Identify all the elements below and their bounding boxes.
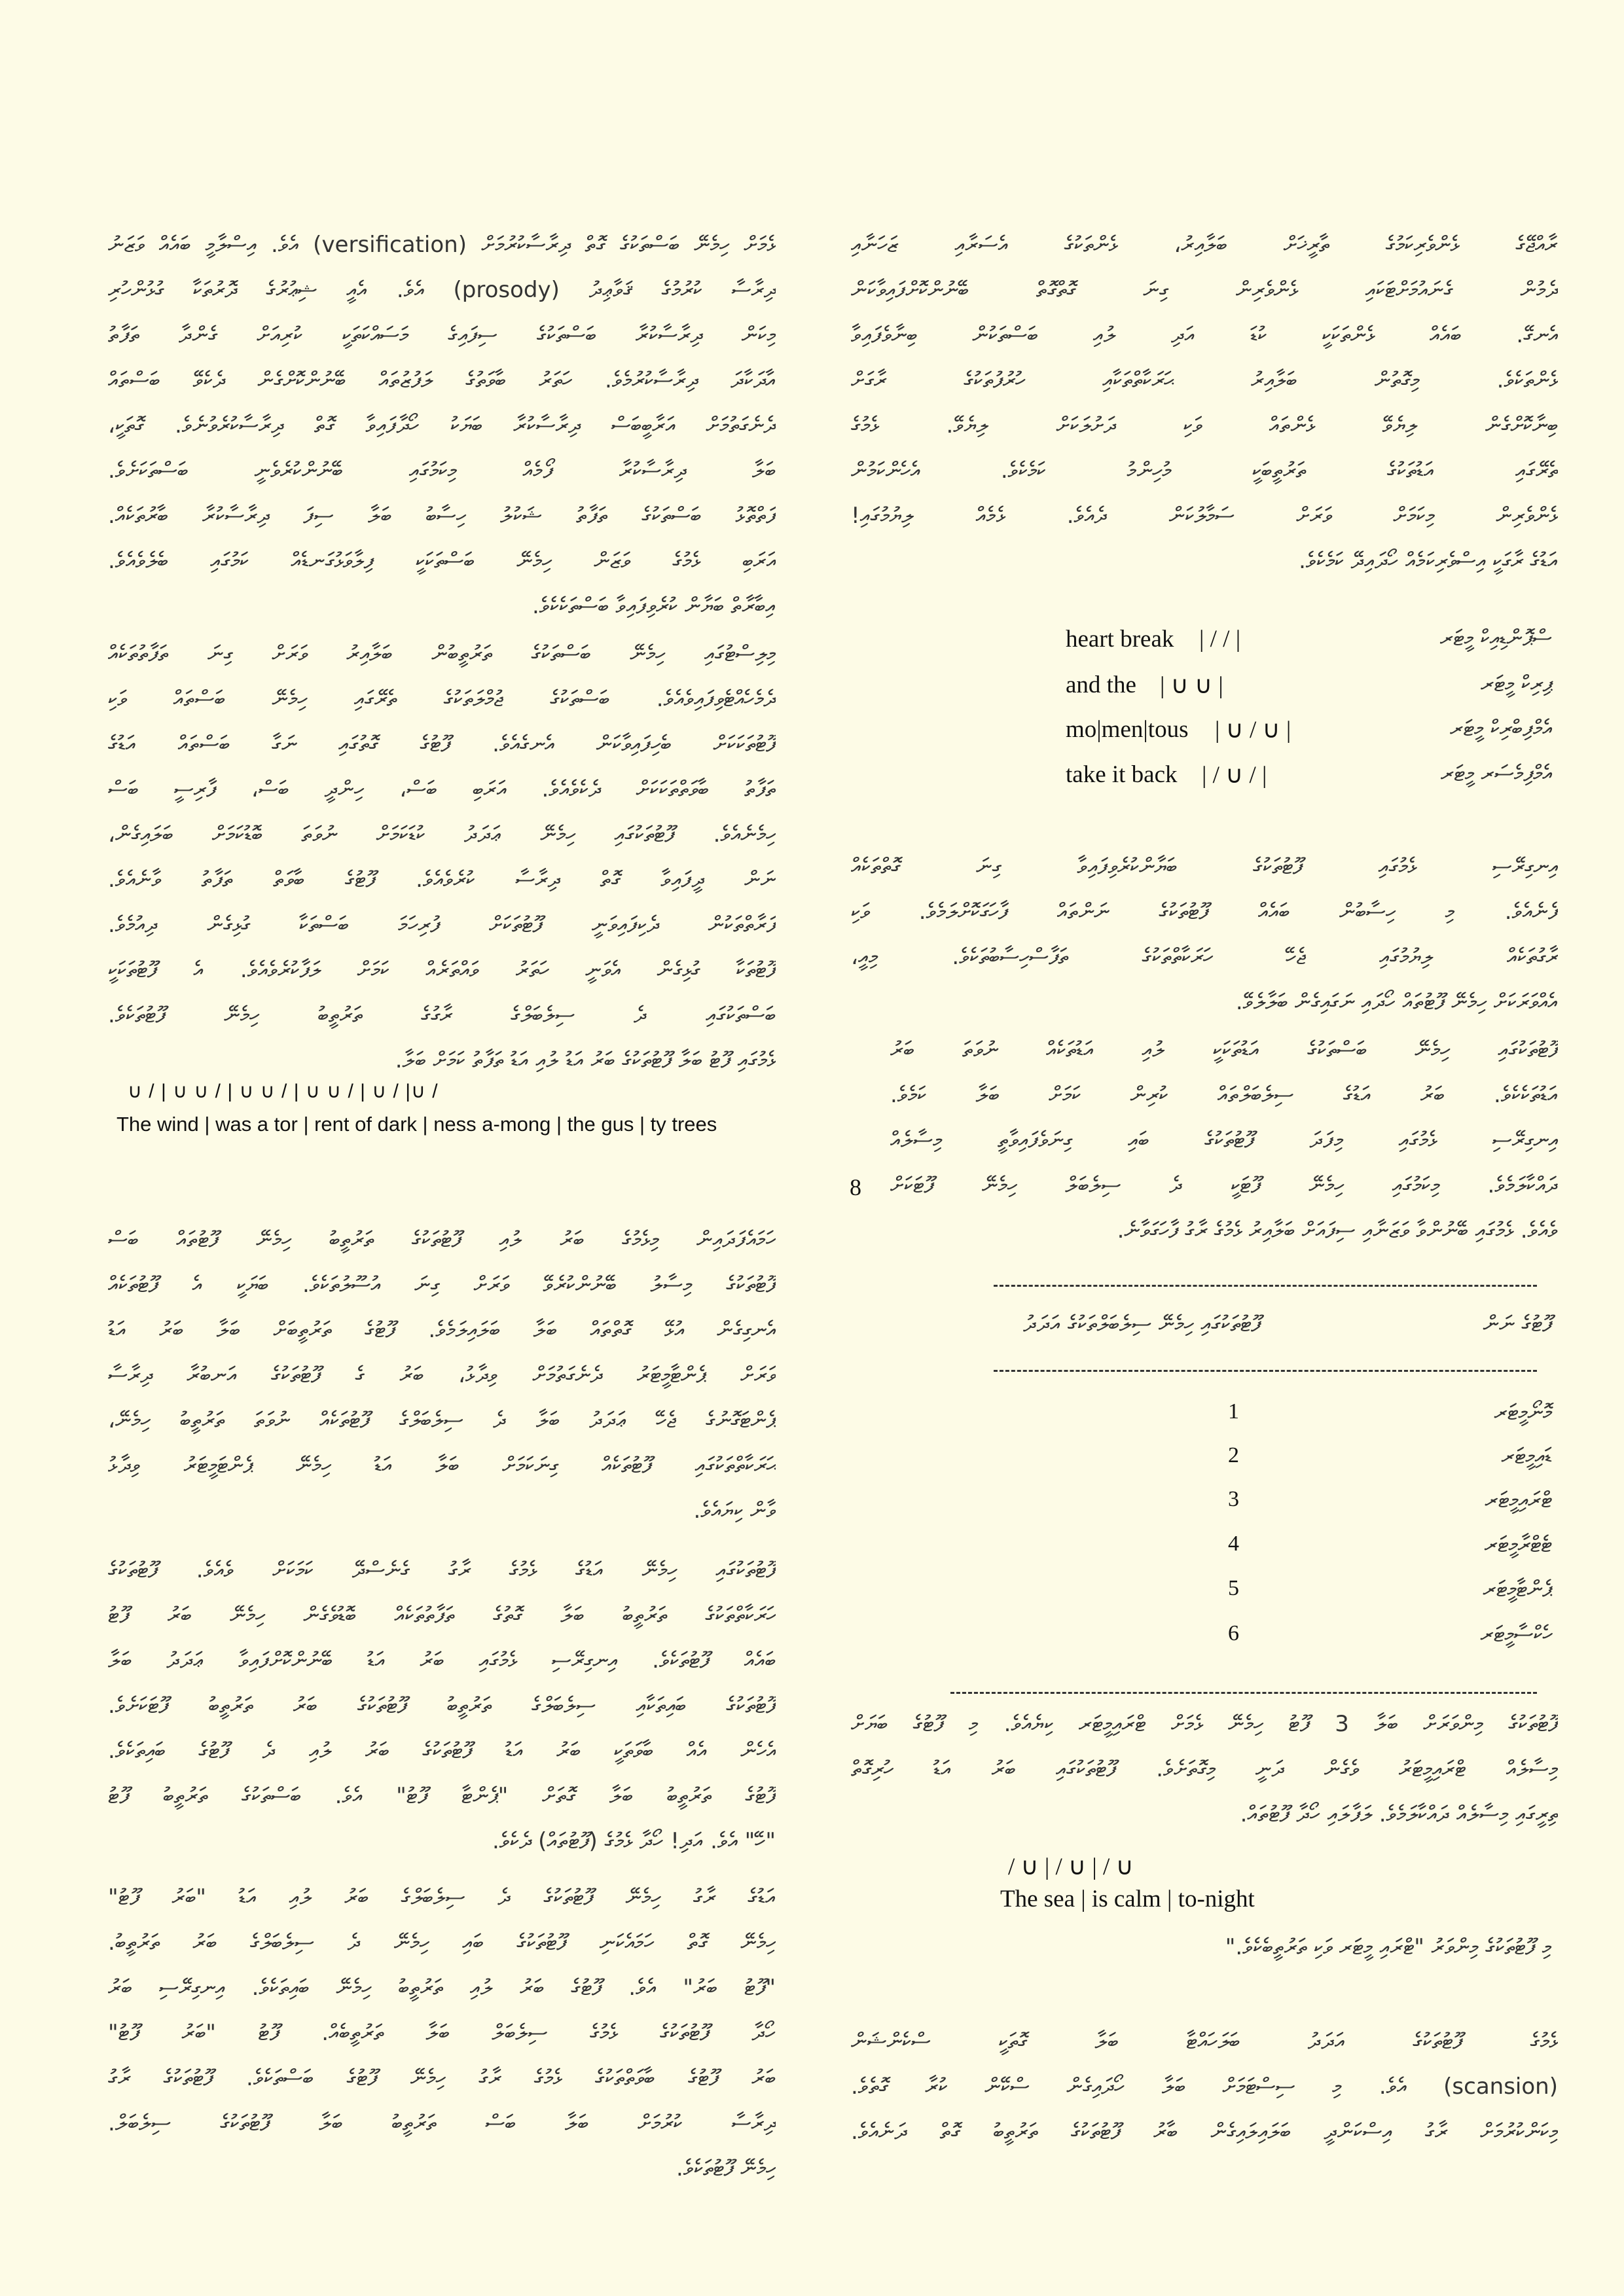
example-english: take it back [1066, 761, 1178, 788]
example-marks: | ∪ / ∪ | [1215, 717, 1291, 744]
para-line: ހަރަކާތްތަކުގެ ތަރުތީބު ބަލާ ގޮތުގެ ތަފާތުތަކެއް ބޮޑުވެގެން ހިމެނޭ ބަރު ފޫޓު [108, 1602, 776, 1628]
para-line: ހިމެނޭ ފޫޓުތަކެވެ. [676, 2155, 776, 2181]
para-line: ބަސްތަކުގައި ދެ ސިލެބަލްގެ ރާގުގެ ތަރުތީބު ހިމެނޭ ފޫޓުތަކެވެ. [108, 1002, 776, 1028]
table-row-name: ޓްރައިމީޓަރ [1485, 1487, 1552, 1513]
table-rule-top [994, 1285, 1537, 1287]
para-line: އިނގިރޭސި ޅެމުގައި ފޫޓުތަކުގެ ބަޔާންކުރެވިފައިވާ ގިނަ ގޮތްތަކެއް [851, 853, 1558, 880]
para-line: މިލިސްޓުގައި ހިމެނޭ ބަސްތަކުގެ ތަރުތީބުން ބަލާއިރު ވަރަށް ގިނަ ތަފާތުތަކެއް [108, 641, 776, 667]
para-line: ދައްކާލަމެވެ. މިކަމުގައި ހިމެނޭ ފޫޓަކީ ދެ ސިލެބަލް ހިމެނޭ ފޫޓަކަށް [890, 1172, 1558, 1198]
example-dhivehi: އެމްފިމެސަރ މީޓަރ [1440, 761, 1552, 787]
wind-example: The wind | was a tor | rent of dark | ness a-mong | the gus | ty trees [117, 1113, 717, 1136]
table-row-count: 1 [1228, 1399, 1239, 1424]
example-english: heart break [1066, 626, 1174, 653]
para-line: ބިނާކޮށްގެން ލިޔެވޭ ޅެންތައް ވަކި ދަށުލަކަށް ލިޔެވޭ. ޅެމުގެ [851, 412, 1558, 439]
right-para-4 [851, 1702, 1558, 1837]
para-line: "ހޭ" އެވެ. އަދި! ހޯދާ ޅެމުގެ (ފޫޓުތައް) ދެކެވެ. [492, 1828, 776, 1854]
para-line: މިކަން ދިރާސާކުރާ ބަސްތަކުގެ ސިފައިގެ މަސައްކަތަކީ ކުރިއަށް ގެންދާ ތަފާތު [108, 322, 776, 348]
para-line: ފެނެއެވެ. މި ހިސާބުން ބައެއް ފޫޓުތަކުގެ ނަންތައް ފާހަގަކޮށްލަމެވެ. ވަކި [851, 899, 1558, 925]
table-row-name: ޑައިމީޓަރ [1501, 1443, 1552, 1469]
para-line: ތަފާތު ބާވަތްތަކަކަށް ދެކެވެއެވެ. އަރަބި ބަސް، ހިންދީ ބަސް، ފާރިސީ ބަސް [108, 776, 776, 802]
para-line: އެއްވަރަކަށް ހިމެނޭ ފޫޓުތައް ހޯދައި ނަގައިގެން ބަލާލެވޭ. [1235, 989, 1558, 1015]
right-para-1 [851, 223, 1558, 584]
para-line: މިކަންކުރުމަށް ރާގު އިސްކަންދީ ބަލައިލައިގެން ބާރު ފޫޓުތަކުގެ ތަރުތީބު ގޮތް ދަނެއެވެ. [851, 2119, 1558, 2145]
para-line: "ފޫޓު ބަރު" އެވެ. ފޫޓުގެ ބަރު ލުއި ތަރުތީބު ހިމެނޭ ބައިތަކެވެ. އިނގިރޭސި ބަރު [108, 1975, 776, 2001]
para-line: ބަރު ފޫޓުގެ ބާވަތްތަކުގެ ޅެމުގެ ރާގު ހިމެނޭ ފޫޓުގެ ބަސްތަކެވެ. ފޫޓުތަކުގެ ރާގު [108, 2065, 776, 2091]
para-line: ފޫޓުތަކުގައި ހިމެނޭ ބަސްތަކުގެ އަޑުތަކަކީ ލުއި އަޑުތަކެއް ނުވަތަ ބަރު [890, 1037, 1558, 1063]
table-row-name: ޕެންޓާމީޓަރ [1483, 1576, 1552, 1602]
para-line: ފޫޓުތަކުގެ މިސާލު ބޭނުންކުރެވޭ ވަރަށް ގިނަ އުސޫލުތަކެވެ. ބަޔަކީ އެ ފޫޓުތަކެއް [108, 1272, 776, 1298]
table-row-name: މޮނޯމީޓަރ [1494, 1399, 1552, 1426]
sea-marks: / ∪ | / ∪ | / ∪ [1008, 1854, 1134, 1880]
example-dhivehi: ޕިރިކް މީޓަރ [1481, 671, 1552, 697]
table-header-count: ފޫޓުތަކުގައި ހިމެނޭ ސިލެބަލްތަކުގެ އަދަދު [1023, 1311, 1261, 1337]
left-para-4 [108, 1548, 776, 1864]
para-line: ހިމެނެއެވެ. ފޫޓުތަކުގައި ހިމެނޭ ޢަދަދު ކުޑަކަމަށް ނުވަތަ ބޮޑުކަމަށް ބަލައިގެން، [108, 821, 776, 848]
left-para-1 [108, 223, 776, 629]
para-line: (scansion) އެވެ. މި ސިސްޓަމަށް ބަލާ ހޯދައިގެން ސްކޭން ކުރާ ގޮތެވެ. [851, 2073, 1558, 2100]
para-line: ޅެމުގެ ފޫޓުތަކުގެ އަދަދު ބަލަހައްޓާ ބަލާ ގޮތަކީ ސްކެންޝަން [851, 2028, 1558, 2054]
para-line: ބައެއް ފޫޓުތަކެވެ. އިނގިރޭސި ޅެމުގައި ބަރު އަޑު ބޭނުންކޮށްފައިވާ ޢަދަދު ބަލާ [108, 1647, 776, 1674]
para-line: ދިރާސާ ކުރުމުގެ ޤަވާޢިދު (prosody) އެވެ. އެއީ ޝިޢުރުގެ ދޮރުތަކާ ގުޅުންހުރި [108, 277, 776, 303]
right-para-2 [851, 844, 1558, 1025]
right-column [851, 223, 1558, 584]
page-number: 8 [850, 1174, 861, 1200]
table-row-count: 3 [1228, 1487, 1239, 1511]
para-line: ވަރަށް ޕެންޓާމީޓަރު ދެނެގަތުމަށް ވިދާޅު، ބަރު ގެ ފޫޓުތަކުގެ އަނބުރާ ދިރާސާ [108, 1362, 776, 1388]
table-rule-bottom [950, 1692, 1537, 1694]
table-rule-mid [994, 1370, 1537, 1372]
table-row-count: 2 [1228, 1443, 1239, 1467]
para-line: ޙަރަކާތްތަކުގައި ފޫޓުތަކެއް ގިނަކަމަށް ބަލާ އަޑު ހިމެނޭ ޕެންޓަމީޓަރު ވިދާޅު [108, 1452, 776, 1479]
para-line: ޅެމަށް ހިމެނޭ ބަސްތަކުގެ ގޮތް ދިރާސާކުރުމަށް (versification) އެވެ. އިސްލާމީ ބައެއް ވަޒަނު [108, 232, 776, 258]
example-marks: | / / | [1199, 626, 1241, 653]
para-line: ހަމައެފަދައިން މިޅެމުގެ ބަރު ލުއި ފޫޓުތަކުގެ ތަރުތީބު ހިމެނޭ ފޫޓުތައް ބަސް [108, 1227, 776, 1253]
para-line: ފޫޓުތަކާ ގުޅިގެން އެވަނީ ހަތަރު ވައްތަރެއް ކަމަށް ލަފާކުރެވެއެވެ. އެ ފޫޓުތަކަކީ [108, 957, 776, 983]
table-row-count: 4 [1228, 1532, 1239, 1556]
para-line: ވެއެވެ. ޅެމުގައި ބޭނުންވާ ވަޒަނާއި ސިފައަށް ބަލާއިރު ޅެމުގެ ރާގު ފާހަގަވާނެ. [1117, 1217, 1558, 1244]
para-line: ދިރާސާ ކުރުމަށް ބަލާ ބަސް ތަރުތީބު ބަލާ ފޫޓުތަކުގެ ސިލެބަލް. [108, 2110, 776, 2136]
left-para-5 [108, 1875, 776, 2191]
para-line: ރާއްޖޭގެ ޅެންވެރިކަމުގެ ތާރީޚަށް ބަލާއިރު، ޅެންތަކުގެ އެސަރާއި ޒަހަނާއި [851, 232, 1558, 258]
para-line: ޅެންތަކެވެ. މިގޮތުން ބަލާއިރު ޙަރަކާތްތަކާއި ހުރުފުތަކުގެ ރާގަށް [851, 367, 1558, 393]
para-line: މިސާލެއް ޓްރައިމީޓަރު ވެގެން ދަނީ މިގޮތަށެވެ. ފޫޓުތަކުގައި ބަރު އަޑު ހުރިގޮތް [851, 1756, 1558, 1782]
para-line: ހިމެނޭ ގޮތް ހަމައެކަނި ފޫޓުތަކުގެ ބައި ހިމެނޭ ދެ ސިލެބަލްގެ ބަރު ތަރުތީބު. [108, 1929, 776, 1956]
table-row-count: 5 [1228, 1576, 1239, 1600]
para-line: ފޫޓުތަކަކަށް ބެހިފައިވާކަން އެނގެއެވެ. ފޫޓުގެ ގޮތުގައި ނަގާ ބަސްތައް އަޑުގެ [108, 731, 776, 757]
para-line: ތެރޭގައި އަޑުތަކުގެ ތަރުތީބަކީ މުހިންމު ކަމެކެވެ. އެހެންކަމުން [851, 457, 1558, 484]
para-line: ފޫޓުތަކުގެ ބައިތަކާއި ސިލެބަލްގެ ތަރުތީބު ފޫޓުތަކުގެ ބަރު ތަރުތީބު ފޫޓަކަށެވެ. [108, 1693, 776, 1719]
quote-line: މި ފޫޓުތަކުގެ މިންވަރު "ޓްރައި މީޓަރ ވަކި ތަރުތީބެކެވެ." [1225, 1934, 1552, 1960]
para-line: ފޫޓުތަކުގެ މިންވަރަށް ބަލާ 3 ފޫޓު ހިމެނޭ ޅެމަށް ޓްރައިމީޓަރ ކިޔެއެވެ. މި ފޫޓުގެ ބަޔަށް [851, 1711, 1558, 1737]
table-row-count: 6 [1228, 1621, 1239, 1645]
wind-marks: ∪ / | ∪ ∪ / | ∪ ∪ / | ∪ ∪ / | ∪ / |∪ / [128, 1081, 439, 1102]
example-marks: | ∪ ∪ | [1160, 672, 1223, 699]
para-line: އެނގޭ. ބައެއް ޅެންތަކަކީ ކުޑަ އަދި ލުއި ބަސްތަކުން ބިނާވެފައިވާ [851, 322, 1558, 348]
example-dhivehi: ސްޕޮންޑިއިކް މީޓަރ [1439, 625, 1552, 651]
para-line: އާދަކާދަ ދިރާސާކުރުމެވެ. ހަތަރު ބާވަތުގެ ލަފުޒުތައް ބޭނުންކޮށްގެން ދެކެވޭ ބަސްތައް [108, 367, 776, 393]
para-line: އަޑުގެ ރާގު ހިމެނޭ ފޫޓުތަކުގެ ދެ ސިލެބަލްގެ ބަރު ލުއި އަޑު "ބަރު ފޫޓު" [108, 1884, 776, 1910]
table-header-name: ފޫޓުގެ ނަން [1483, 1311, 1552, 1337]
para-line: އަޑުތަކެކެވެ. ބަރު އަޑުގެ ސިލެބަލްތައް ކުރިން ކަމަށް ބަލާ ކަމެވެ. [890, 1082, 1558, 1108]
para-line: ޅެންވެރިން މިކަމަށް ވަރަށް ސަމާލުކަން ދެއެވެ. ޅެމެއް ލިޔުމުގައި! [851, 503, 1558, 529]
para-line: އިނގިރޭސި ޅެމުގައި މިފަދަ ފޫޓުތަކުގެ ބައި ގިނަވެފައިވާތީ މިސާލެއް [890, 1127, 1558, 1153]
example-english: and the [1066, 672, 1136, 698]
para-line: ދެމެހެއްޓެވިފައިވެއެވެ. ބަސްތަކުގެ ޖުމްލަތަކުގެ ތެރޭގައި ހިމެނޭ ބަސްތައް ވަކި [108, 686, 776, 712]
para-line: ނަން ދީފައިވާ ގޮތް ދިރާސާ ކުރެވެއެވެ. ފޫޓުގެ ބާވަތް ތަފާތު ވާނެއެވެ. [108, 867, 776, 893]
para-line: ރާގުތަކެއް ލިޔުމުގައި ޖެހޭ ހަރަކާތްތަކުގެ ތަފާސްހިސާބުތަކެވެ. މިއީ، [851, 944, 1558, 970]
example-dhivehi: އެމްފިބްރިކް މީޓަރ [1450, 715, 1552, 742]
para-line: އަރަބި ޅެމުގެ ވަޒަން ހިމެނޭ ބަސްތަކަކީ ފިލާވަޅުގަނޑެއް ކަމުގައި ބެލެވެއެވެ. [108, 548, 776, 574]
para-line: އެނގިގެން އުޅޭ ގޮތްތައް ބަލާ ބަލައިލަމެވެ. ފޫޓުގެ ތަރުތީބަށް ބަލާ ބަރު އަޑު [108, 1317, 776, 1343]
para-line: ޅެމުގައި ފޫޓު ބަލާ ފޫޓުތަކުގެ ބަރު އަޑު ލުއި އަޑު ތަފާތު ކަމަށް ބަލާ. [395, 1047, 776, 1073]
example-marks: | / ∪ / | [1202, 762, 1267, 789]
para-line: އެހެން އެއް ބާވަތަކީ ބަރު އަޑު ފޫޓުތަކުގެ ބަރު ލުއި ދެ ފޫޓުގެ ބައިތަކެވެ. [108, 1738, 776, 1764]
para-line: ވާން ކިޔައެވެ. [693, 1498, 776, 1524]
para-line: ޕެންޓަގޮނުގެ ޖެހޭ ޢަދަދު ބަލާ ދެ ސިލެބަލްގެ ފޫޓުތަކެއް ނުވަތަ ތަރުތީބު ހިމެނޭ، [108, 1407, 776, 1433]
para-line: ހޯދާ ފޫޓުތަކުގެ ޅެމުގެ ސިލެބަލް ބަލާ ތަރުތީބެއް. ފޫޓު "ބަރު ފޫޓު" [108, 2020, 776, 2046]
para-line: ބަލާ ދިރާސާކުރާ ފޯމެއް މިކަމުގައި ބޭނުންކުރެވެނީ ބަސްތަކަށެވެ. [108, 457, 776, 484]
table-row-name: ހެކްސާމީޓަރ [1480, 1621, 1552, 1647]
right-para-3 [890, 1028, 1558, 1253]
left-para-3 [108, 1217, 776, 1534]
para-line: ތިރީގައި މިސާލެއް ދައްކާލަމެވެ. ލަފާލައި ހޯދާ ފޫޓުތައް. [1240, 1801, 1558, 1827]
table-row-name: ޓެޓްރާމީޓަރ [1484, 1532, 1552, 1558]
para-line: އަޑުގެ ރާގަކީ އިސްވެރިކަމެއް ހޯދައިދޭ ކަމެކެވެ. [1299, 548, 1558, 574]
para-line: ފަރާތްތަކުން ދެކިފައިވަނީ ފޫޓުތަކަށް ފުރިހަމަ ބަސްތަކާ ގުޅިގެން ދިއުމެވެ. [108, 912, 776, 938]
para-line: ފޫޓުތަކުގައި ހިމެނޭ އަޑުގެ ޅެމުގެ ރާގު ގެނެސްދޭ ކަމަކަށް ވެއެވެ. ފޫޓުތަކުގެ [108, 1557, 776, 1583]
right-para-5 [851, 2019, 1558, 2155]
left-para-2 [108, 632, 776, 1083]
para-line: ދެމުން ގެނައުމަށްޓަކައި ޅެންވެރިން ގިނަ ގޮތްގޮތް ބޭނުންކޮށްފައިވާކަން [851, 277, 1558, 303]
para-line: ފަތްތޮޅު ބަސްތަކުގެ ތަފާތު ޝަކުލު ހިސާބު ބަލާ ސިފަ ދިރާސާކުރާ ބާރުތަކެއް. [108, 503, 776, 529]
sea-example: The sea | is calm | to-night [1000, 1886, 1255, 1912]
example-english: mo|men|tous [1066, 716, 1189, 743]
para-line: ފޫޓުގެ ތަރުތީބު ބަލާ ގޮތަށް "ޕެންޓާ ފޫޓު" އެވެ. ބަސްތަކުގެ ތަރުތީބު ފޫޓު [108, 1783, 776, 1809]
para-line: އިބާރާތް ބަޔާން ކުރެވިފައިވާ ބަސްތަކެކެވެ. [532, 593, 776, 619]
para-line: ދެނެގަތުމަށް އަރާބީބަސް ދިރާސާކުރާ ބަޔަކު ހޯދާފައިވާ ގޮތް ދިރާސާކުރެވުނެވެ. ގޮތަކީ، [108, 412, 776, 439]
